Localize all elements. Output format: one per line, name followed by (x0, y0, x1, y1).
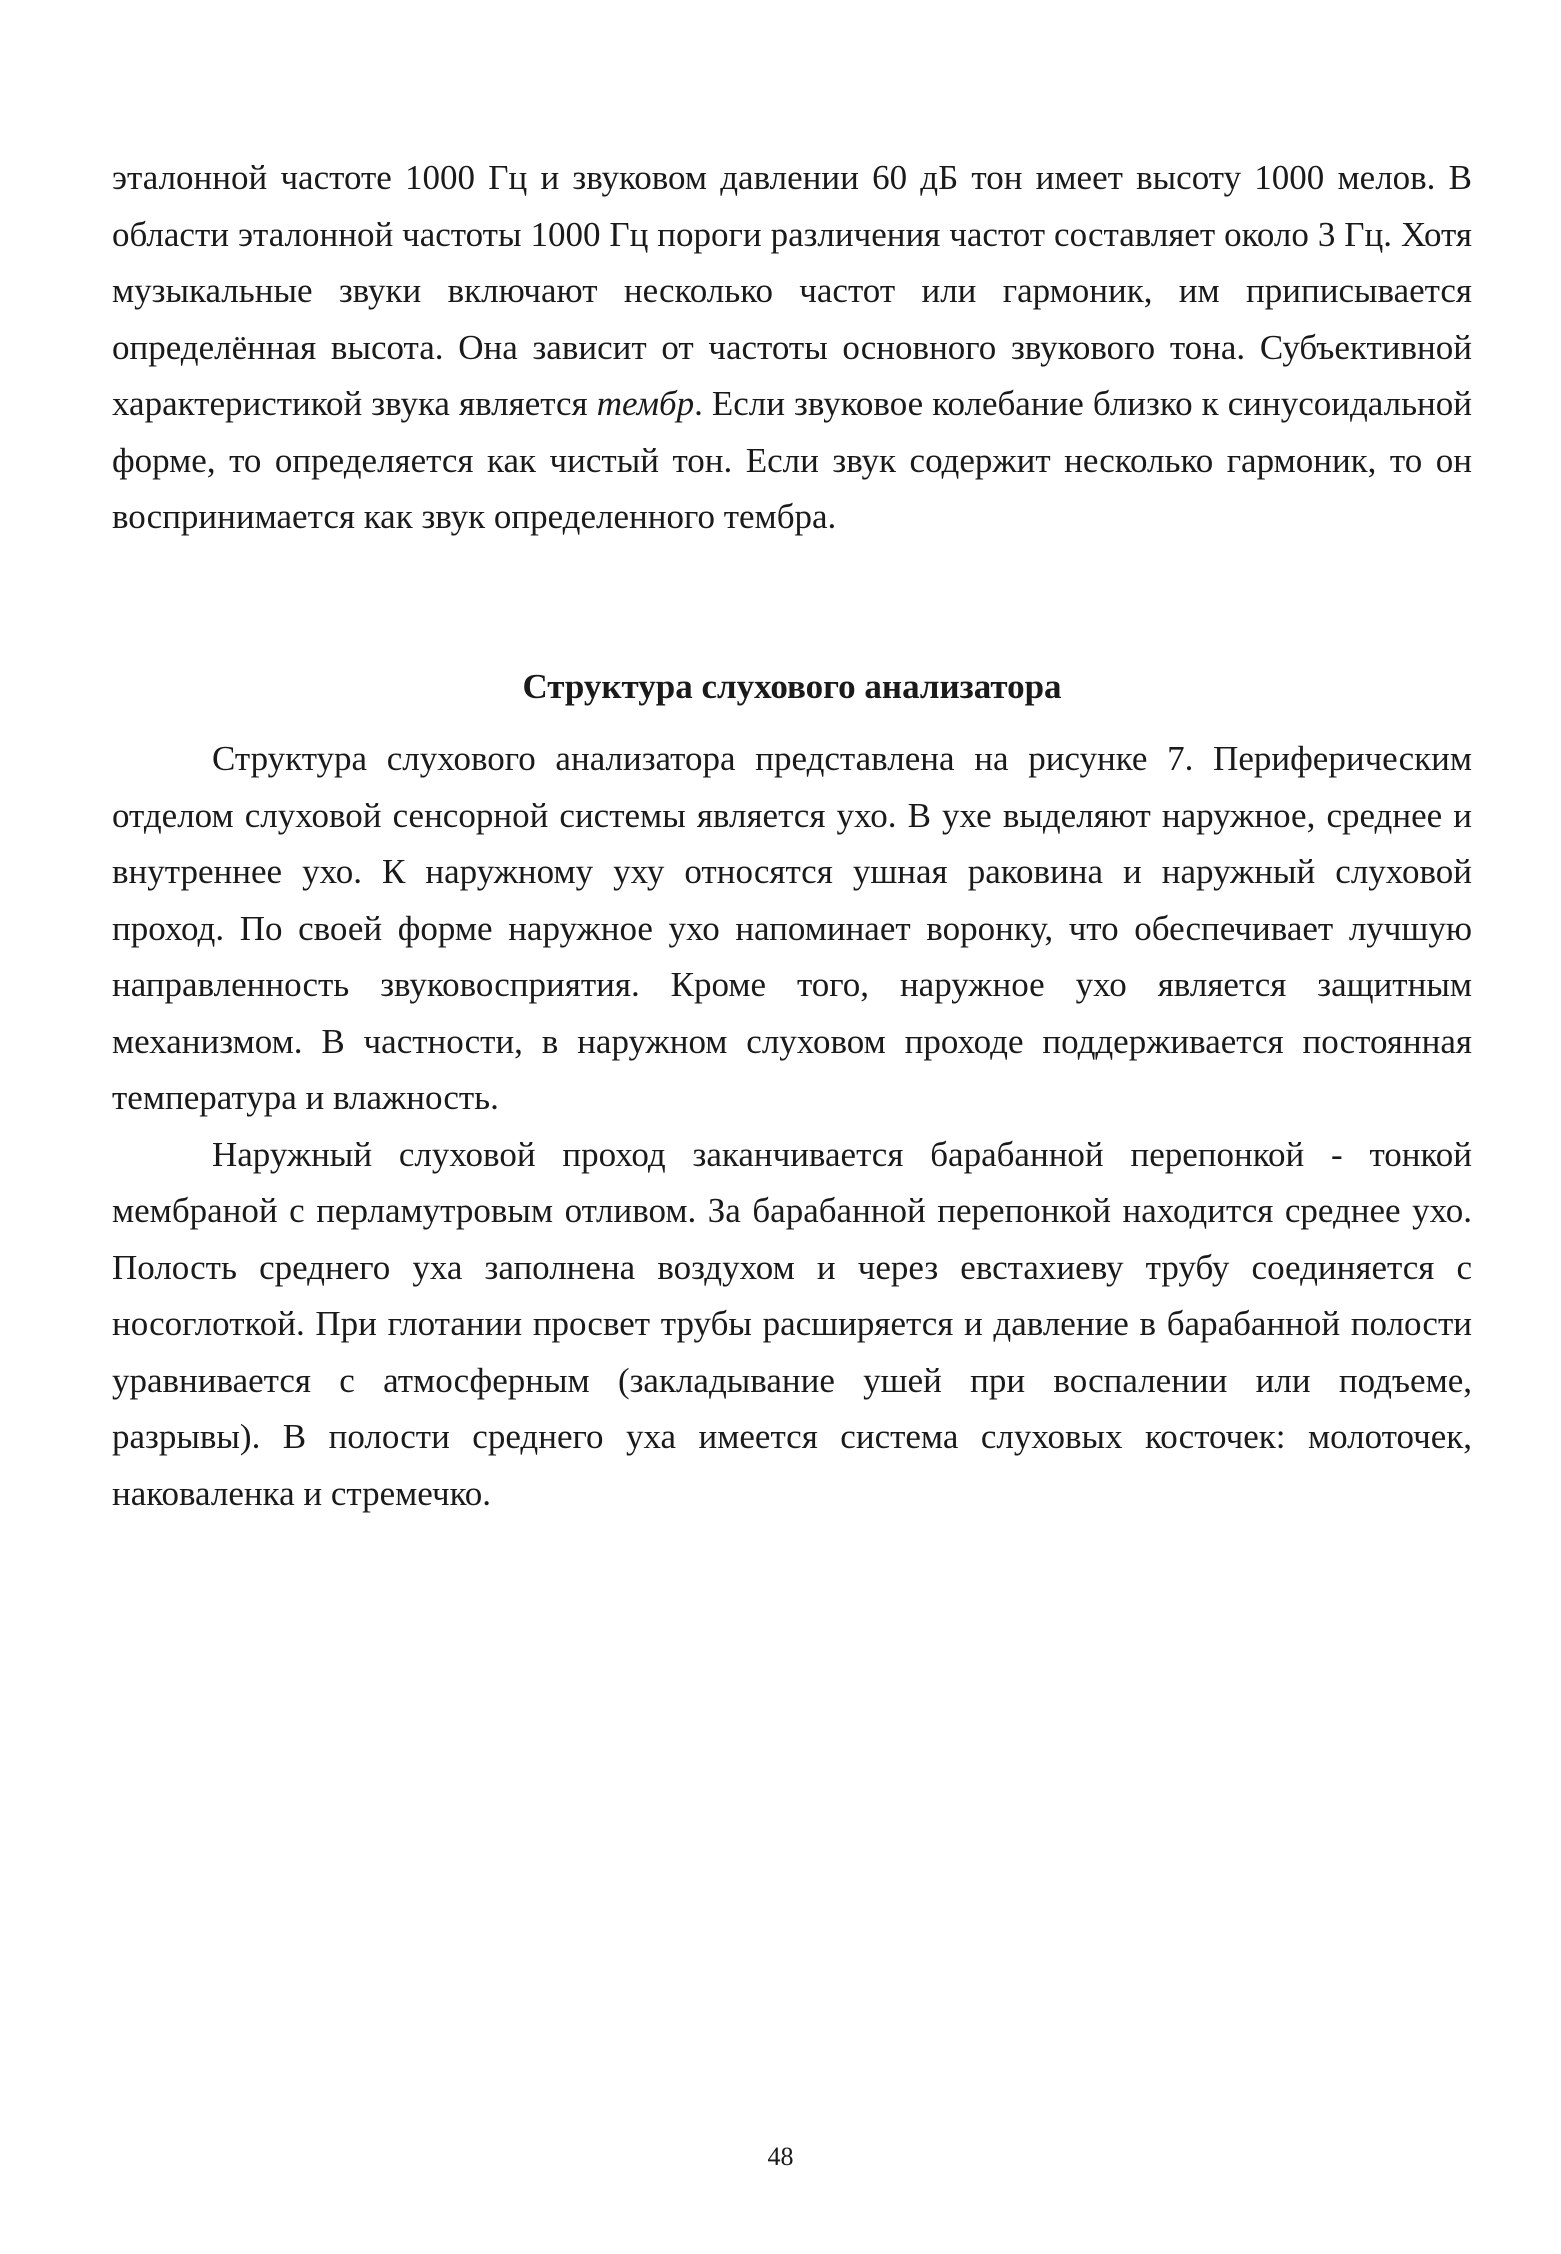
continuation-text-block (112, 150, 1472, 546)
paragraph-auditory-structure: Структура слухового анализатора представлена на рисунке 7. Периферическим отделом слуховой сенсорной системы является ухо. В ухе выделяют наружное, среднее и внутреннее ухо. К наружному уху относятся ушная раковина и наружный слуховой проход. По своей форме наружное ухо напоминает воронку, что обеспечивает лучшую направленность звуковосприятия. Кроме того, наружное ухо является защитным механизмом. В частности, в наружном слуховом проходе поддерживается постоянная температура и влажность. (112, 739, 1472, 1117)
italic-term-timbre: тембр (596, 384, 695, 423)
paragraph-middle-ear: Наружный слуховой проход заканчивается барабанной перепонкой - тонкой мембраной с перламутровым отливом. За барабанной перепонкой находится среднее ухо. Полость среднего уха заполнена воздухом и через евстахиеву трубу соединяется с носоглоткой. При глотании просвет трубы расширяется и давление в барабанной полости уравнивается с атмосферным (закладывание ушей при воспалении или подъеме, разрывы). В полости среднего уха имеется система слуховых косточек: молоточек, наковаленка и стремечко. (112, 1134, 1472, 1513)
page-number: 48 (767, 2142, 794, 2171)
paragraph-1-text-end: . Если звуковое колебание близко к синусоидальной форме, то определяется как чистый тон. Если звук содержит несколько гармоник, то он воспринимается как звук определенного тембра. (112, 384, 1472, 536)
paragraph-continuation (112, 150, 1472, 546)
paragraph-1-text-start: эталонной частоте 1000 Гц и звуковом давлении 60 дБ тон имеет высоту 1000 мелов. В области эталонной частоты 1000 Гц пороги различения частот составляет около 3 Гц. Хотя музыкальные звуки включают несколько частот или гармоник, им приписывается определённая высота. Она зависит от частоты основного звукового тона. Субъективной характеристикой звука является (112, 158, 1472, 423)
section-text-block (112, 731, 1472, 1522)
section-heading: Структура слухового анализатора (522, 667, 1062, 706)
